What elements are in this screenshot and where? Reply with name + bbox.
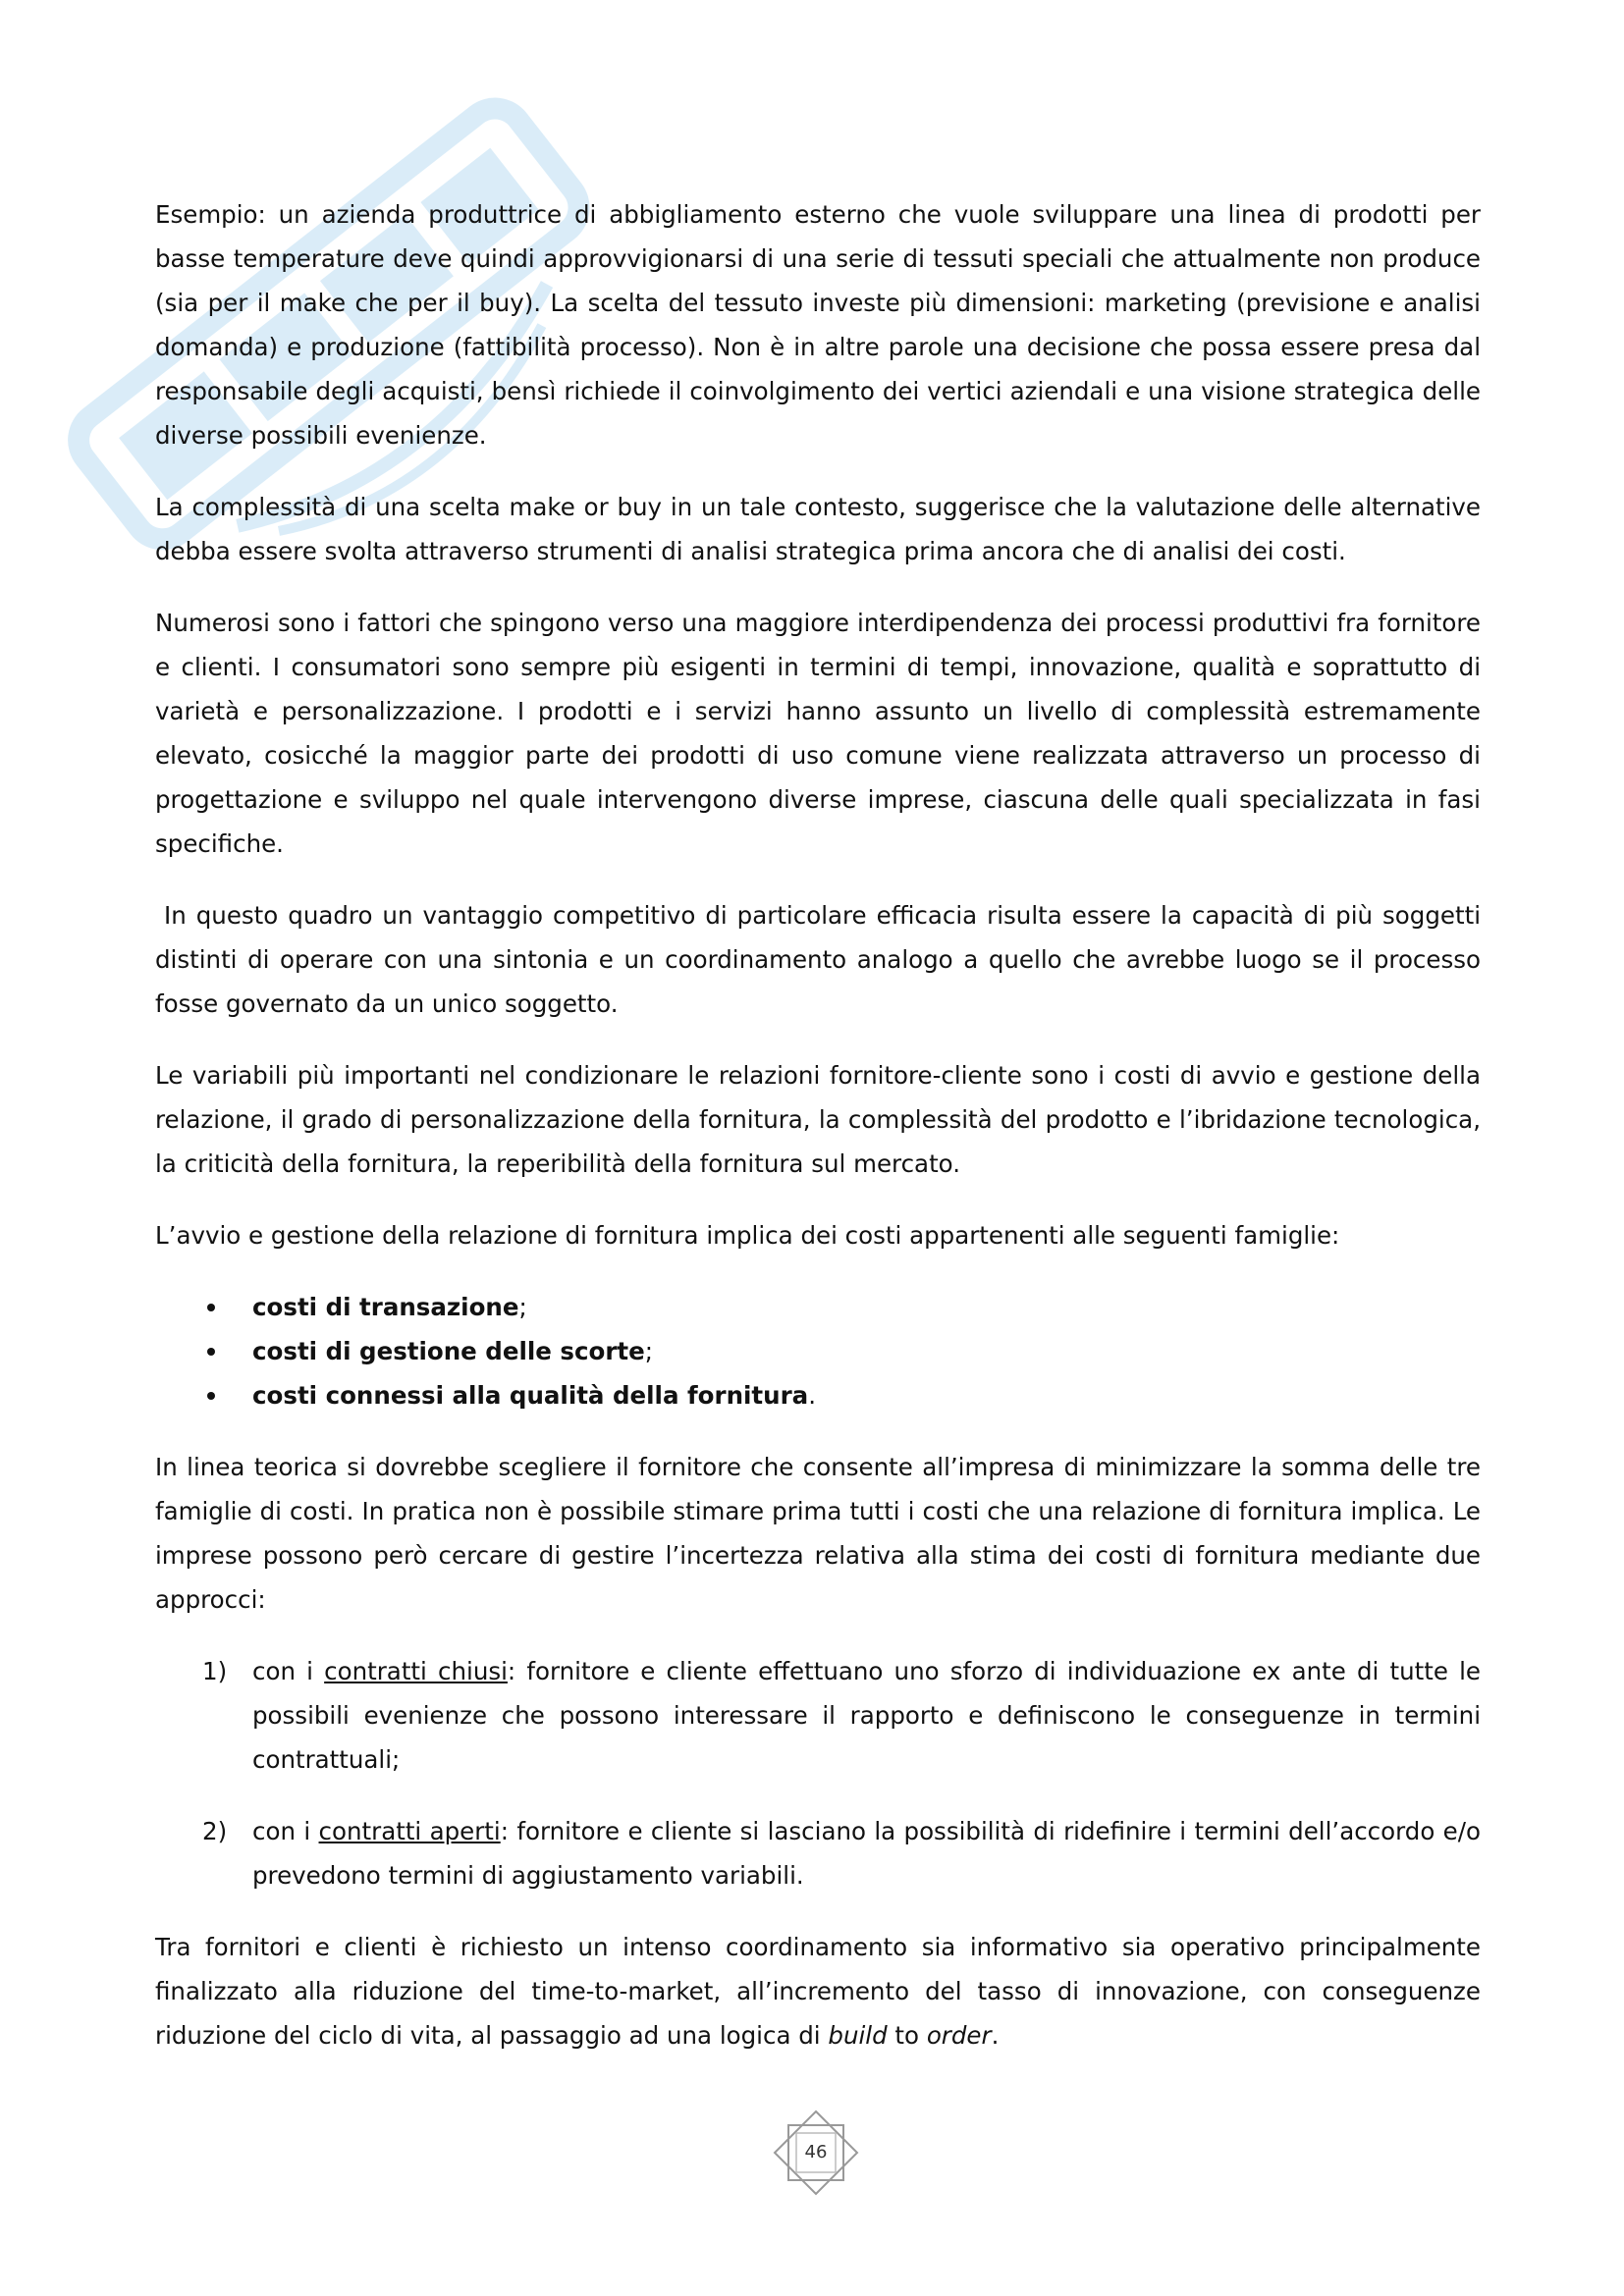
paragraph-coordination — [155, 1925, 1481, 2057]
paragraph-coordination-mid: to — [887, 2021, 927, 2050]
list-item-term: contratti aperti — [318, 1817, 501, 1845]
cost-families-list — [155, 1285, 1481, 1417]
list-item — [155, 1649, 1481, 1782]
paragraph-complexity: La complessità di una scelta make or buy in un tale contesto, suggerisce che la valutazione delle alternative debba essere svolta attraverso strumenti di analisi strategica prima ancora che di analisi dei costi. — [155, 493, 1481, 565]
paragraph-variables: Le variabili più importanti nel condizionare le relazioni fornitore-cliente sono i costi di avvio e gestione della relazione, il grado di personalizzazione della fornitura, la complessità del prodotto e l’ibridazione tecnologica, la criticità della fornitura, la reperibilità della fornitura sul mercato. — [155, 1061, 1481, 1178]
list-item-prefix: con i — [252, 1817, 319, 1845]
list-item-number: 2) — [202, 1817, 228, 1845]
document-body — [155, 192, 1481, 2085]
paragraph-coordination-start: Tra fornitori e clienti è richiesto un intenso coordinamento sia informativo sia operativo principalmente finalizzato alla riduzione del time-to-market, all’incremento del tasso di innovazione, con conseguenze riduzione del ciclo di vita, al passaggio ad una logica di — [155, 1933, 1481, 2050]
paragraph-example: Esempio: un azienda produttrice di abbigliamento esterno che vuole sviluppare una linea di prodotti per basse temperature deve quindi approvvigionarsi di una serie di tessuti speciali che attualmente non produce (sia per il make che per il buy). La scelta del tessuto investe più dimensioni: marketing (previsione e analisi domanda) e produzione (fattibilità processo). Non è in altre parole una decisione che possa essere presa dal responsabile degli acquisti, bensì richiede il coinvolgimento dei vertici aziendali e una visione strategica delle diverse possibili evenienze. — [155, 200, 1481, 450]
list-item-text: costi di transazione — [252, 1293, 519, 1321]
list-item — [155, 1285, 1481, 1329]
list-item-prefix: con i — [252, 1657, 325, 1685]
list-item-punct: ; — [644, 1337, 654, 1365]
paragraph-competitive-advantage: In questo quadro un vantaggio competitivo di particolare efficacia risulta essere la capacità di più soggetti distinti di operare con una sintonia e un coordinamento analogo a quello che avrebbe luogo se il processo fosse governato da un unico soggetto. — [155, 901, 1481, 1018]
approaches-list — [155, 1649, 1481, 1897]
bullet-icon — [207, 1392, 215, 1400]
page-number — [772, 2109, 860, 2197]
paragraph-cost-families: L’avvio e gestione della relazione di fornitura implica dei costi appartenenti alle seguenti famiglie: — [155, 1221, 1340, 1250]
paragraph-factors: Numerosi sono i fattori che spingono verso una maggiore interdipendenza dei processi produttivi fra fornitore e clienti. I consumatori sono sempre più esigenti in termini di tempi, innovazione, qualità e soprattutto di varietà e personalizzazione. I prodotti e i servizi hanno assunto un livello di complessità estremamente elevato, cosicché la maggior parte dei prodotti di uso comune viene realizzata attraverso un processo di progettazione e sviluppo nel quale intervengono diverse imprese, ciascuna delle quali specializzata in fasi specifiche. — [155, 609, 1481, 858]
list-item-text: costi di gestione delle scorte — [252, 1337, 645, 1365]
paragraph-coordination-order: order — [926, 2021, 992, 2050]
paragraph-coordination-end: . — [991, 2021, 1000, 2050]
list-item-rest: : fornitore e cliente effettuano uno sforzo di individuazione ex ante di tutte le possibili evenienze che possono interessare il rapporto e definiscono le conseguenze in termini contrattuali; — [252, 1657, 1481, 1774]
list-item-punct: . — [808, 1381, 816, 1410]
list-item — [155, 1809, 1481, 1897]
list-item — [155, 1329, 1481, 1373]
list-item-number: 1) — [202, 1657, 228, 1685]
paragraph-theory: In linea teorica si dovrebbe scegliere il fornitore che consente all’impresa di minimizzare la somma delle tre famiglie di costi. In pratica non è possibile stimare prima tutti i costi che una relazione di fornitura implica. Le imprese possono però cercare di gestire l’incertezza relativa alla stima dei costi di fornitura mediante due approcci: — [155, 1453, 1481, 1614]
list-item-term: contratti chiusi — [324, 1657, 508, 1685]
page-number-text: 46 — [804, 2142, 828, 2163]
list-item-punct: ; — [518, 1293, 527, 1321]
bullet-icon — [207, 1304, 215, 1311]
bullet-icon — [207, 1348, 215, 1356]
list-item-text: costi connessi alla qualità della fornitura — [252, 1381, 809, 1410]
paragraph-coordination-build: build — [828, 2021, 888, 2050]
list-item — [155, 1373, 1481, 1417]
list-item-rest: : fornitore e cliente si lasciano la possibilità di ridefinire i termini dell’accordo e/o prevedono termini di aggiustamento variabili. — [252, 1817, 1481, 1890]
